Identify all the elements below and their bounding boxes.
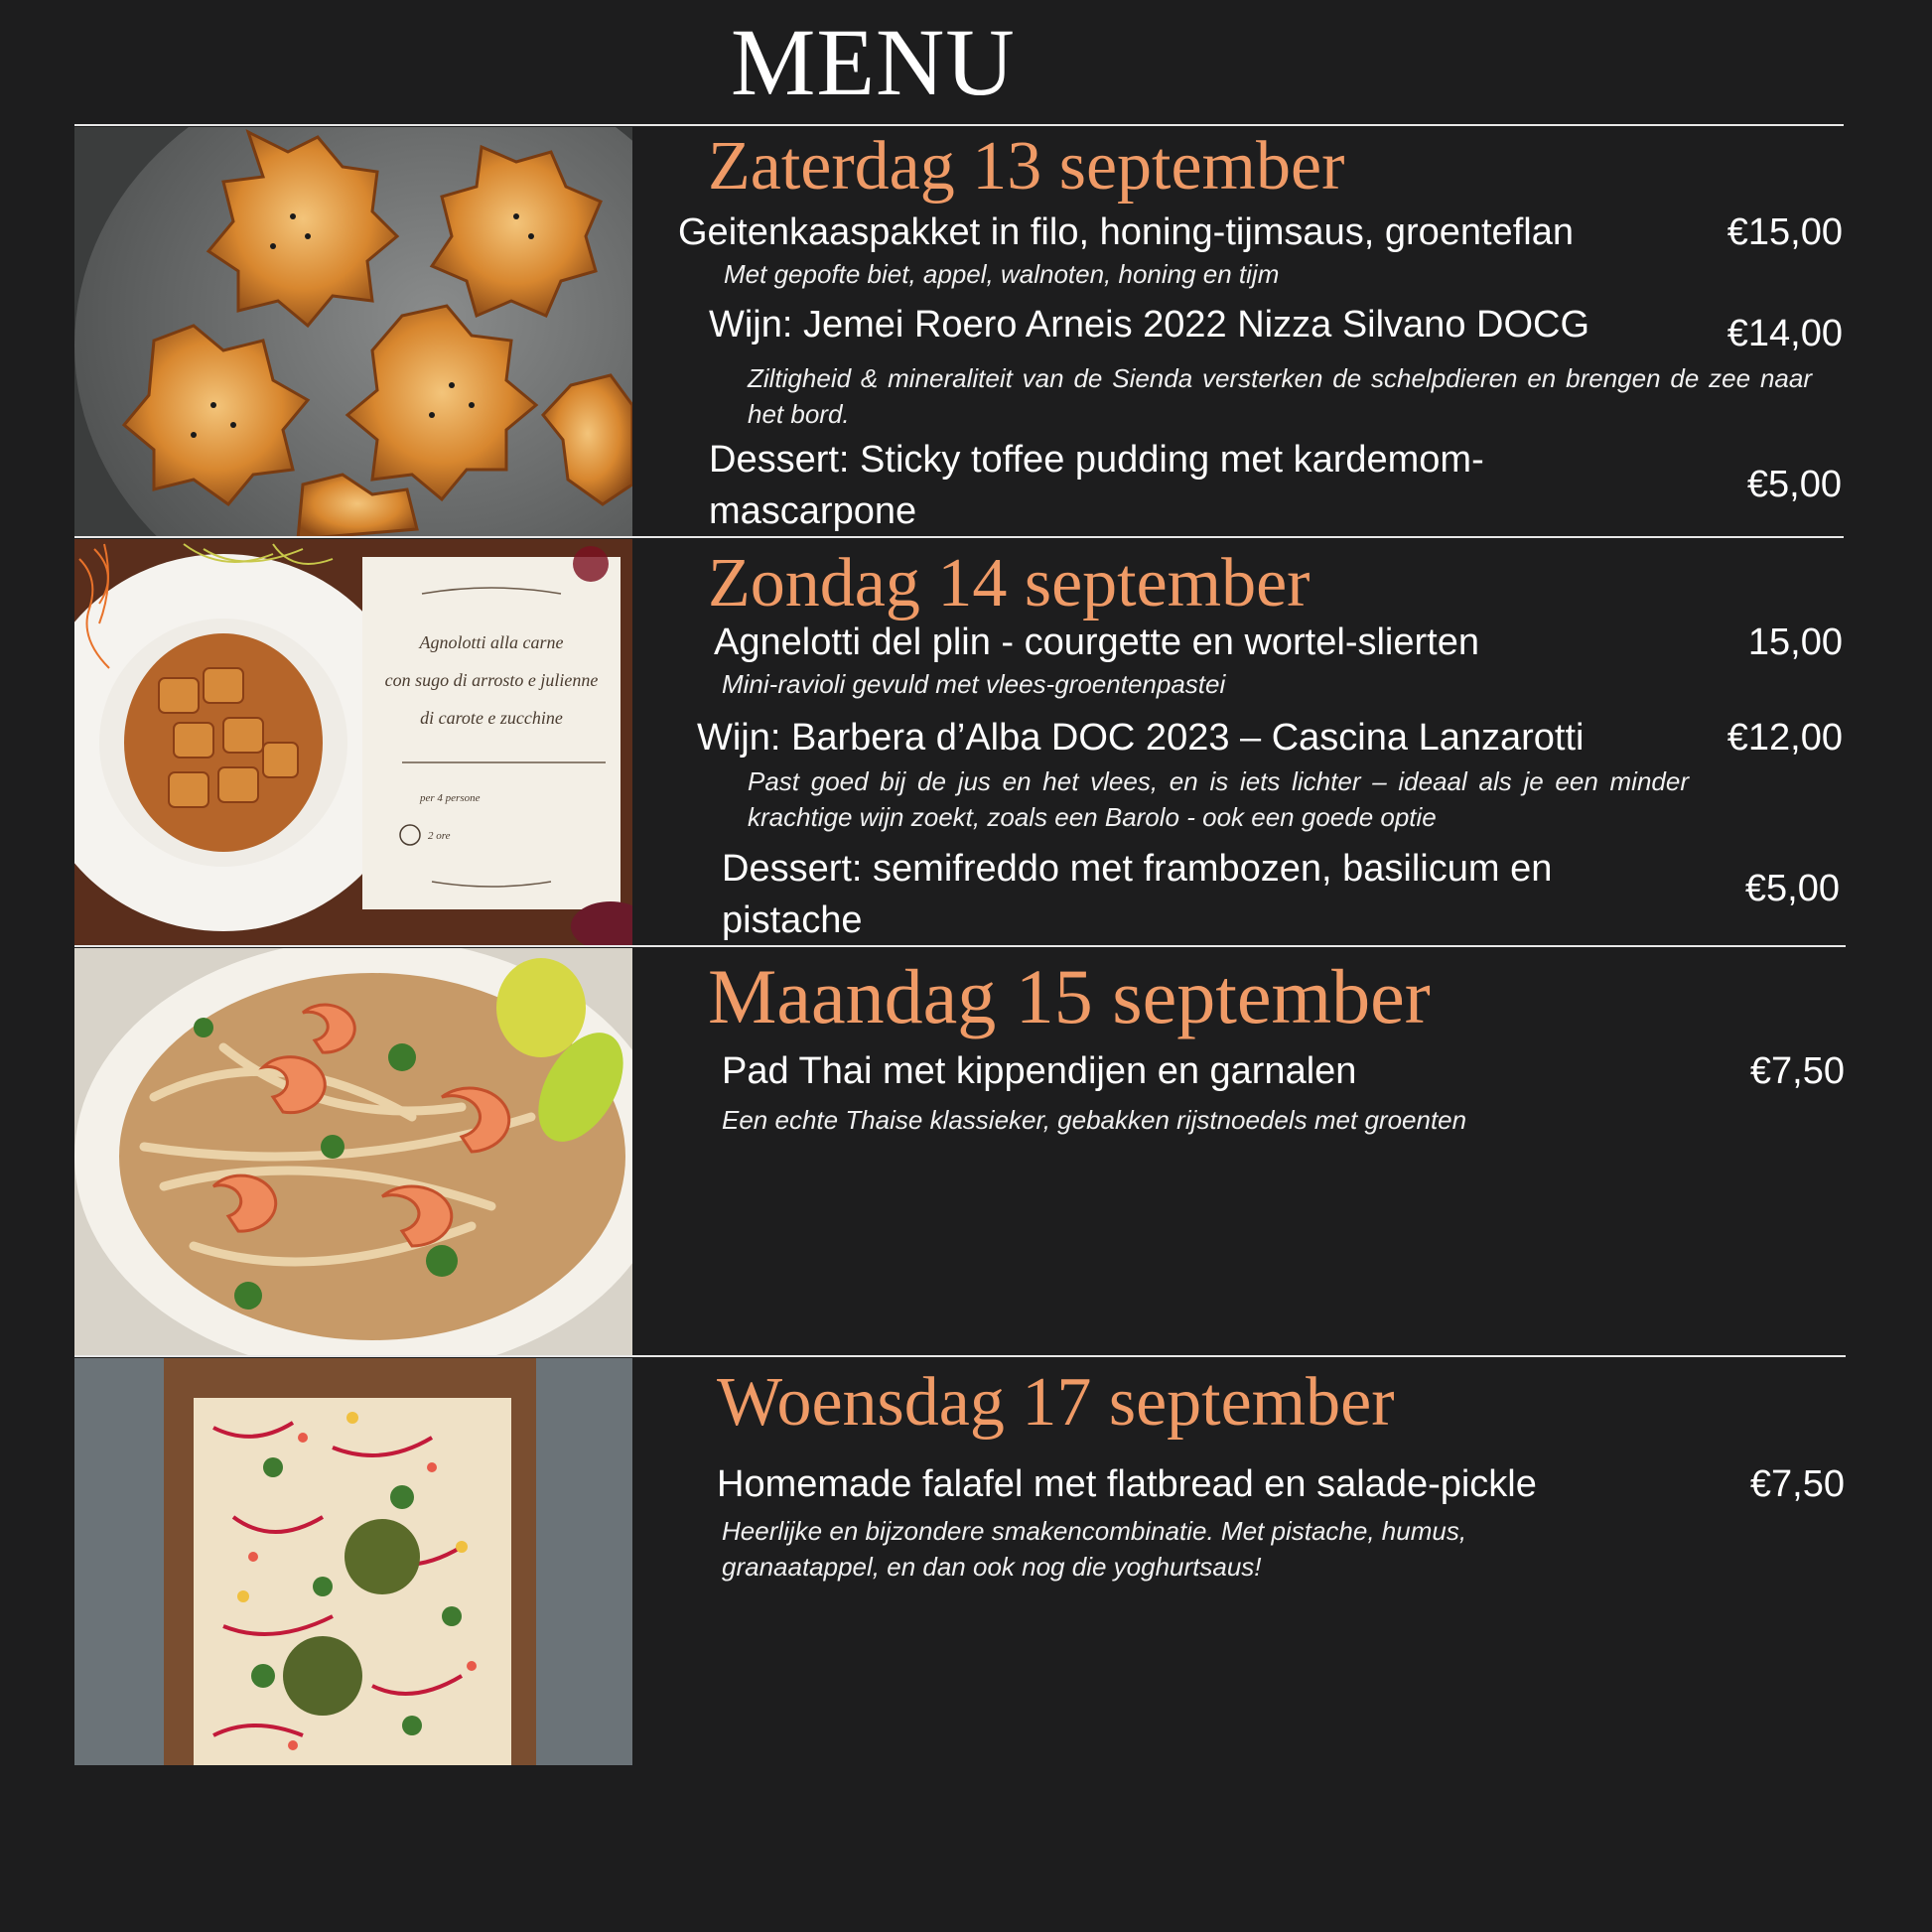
recipe-card-serves: per 4 persone — [420, 792, 481, 804]
recipe-card-line1: Agnolotti alla carne — [419, 632, 564, 652]
dish-price: 15,00 — [1747, 621, 1843, 663]
photo-agnolotti-plate — [74, 539, 632, 945]
wine-description: Past goed bij de jus en het vlees, en is iets lichter – ideaal als je een minder krachtige wijn zoekt, zoals een Barolo - ook een goede optie — [748, 766, 1689, 832]
wine-description: Ziltigheid & mineraliteit van de Sienda versterken de schelpdieren en brengen de zee naar het bord. — [748, 363, 1812, 429]
wine-price: €14,00 — [1726, 313, 1843, 354]
dish-price: €7,50 — [1749, 1050, 1845, 1092]
dish-description: Met gepofte biet, appel, walnoten, honing en tijm — [724, 259, 1280, 289]
recipe-card-line2: con sugo di arrosto e julienne — [384, 670, 599, 690]
dessert-name: Dessert: semifreddo met frambozen, basilicum en pistache — [722, 848, 1553, 941]
photo-falafel-flatbread — [74, 1358, 632, 1765]
menu-title: MENU — [731, 9, 1016, 115]
wine-name: Wijn: Jemei Roero Arneis 2022 Nizza Silvano DOCG — [709, 304, 1590, 345]
day-heading-zaterdag: Zaterdag 13 september — [708, 128, 1345, 205]
dessert-price: €5,00 — [1744, 868, 1840, 909]
wine-price: €12,00 — [1726, 717, 1843, 759]
dish-name: Homemade falafel met flatbread en salade-pickle — [717, 1463, 1537, 1505]
wine-name: Wijn: Barbera d’Alba DOC 2023 – Cascina Lanzarotti — [697, 717, 1585, 759]
day-heading-zondag: Zondag 14 september — [708, 545, 1311, 621]
divider — [74, 124, 1844, 126]
dish-name: Agnelotti del plin - courgette en wortel-slierten — [714, 621, 1479, 663]
photo-filo-goat-cheese-parcels — [74, 127, 632, 536]
dish-description: Mini-ravioli gevuld met vlees-groentenpastei — [722, 669, 1226, 699]
photo-pad-thai-bowl — [74, 948, 632, 1355]
dish-name: Geitenkaaspakket in filo, honing-tijmsaus, groenteflan — [678, 211, 1574, 253]
dessert-price: €5,00 — [1746, 464, 1842, 505]
dish-description: Een echte Thaise klassieker, gebakken rijstnoedels met groenten — [722, 1105, 1467, 1135]
day-heading-maandag: Maandag 15 september — [708, 953, 1431, 1039]
dish-name: Pad Thai met kippendijen en garnalen — [722, 1050, 1357, 1092]
dish-price: €7,50 — [1749, 1463, 1845, 1505]
dish-description: Heerlijke en bijzondere smakencombinatie. Met pistache, humus, granaatappel, en dan ook nog die yoghurtsaus! — [722, 1516, 1467, 1582]
divider — [74, 1355, 1846, 1357]
dessert-name: Dessert: Sticky toffee pudding met kardemom-mascarpone — [709, 439, 1484, 532]
day-heading-woensdag: Woensdag 17 september — [717, 1364, 1395, 1441]
recipe-card-line3: di carote e zucchine — [420, 708, 563, 728]
dish-price: €15,00 — [1726, 211, 1843, 253]
recipe-card-time: 2 ore — [428, 830, 451, 842]
